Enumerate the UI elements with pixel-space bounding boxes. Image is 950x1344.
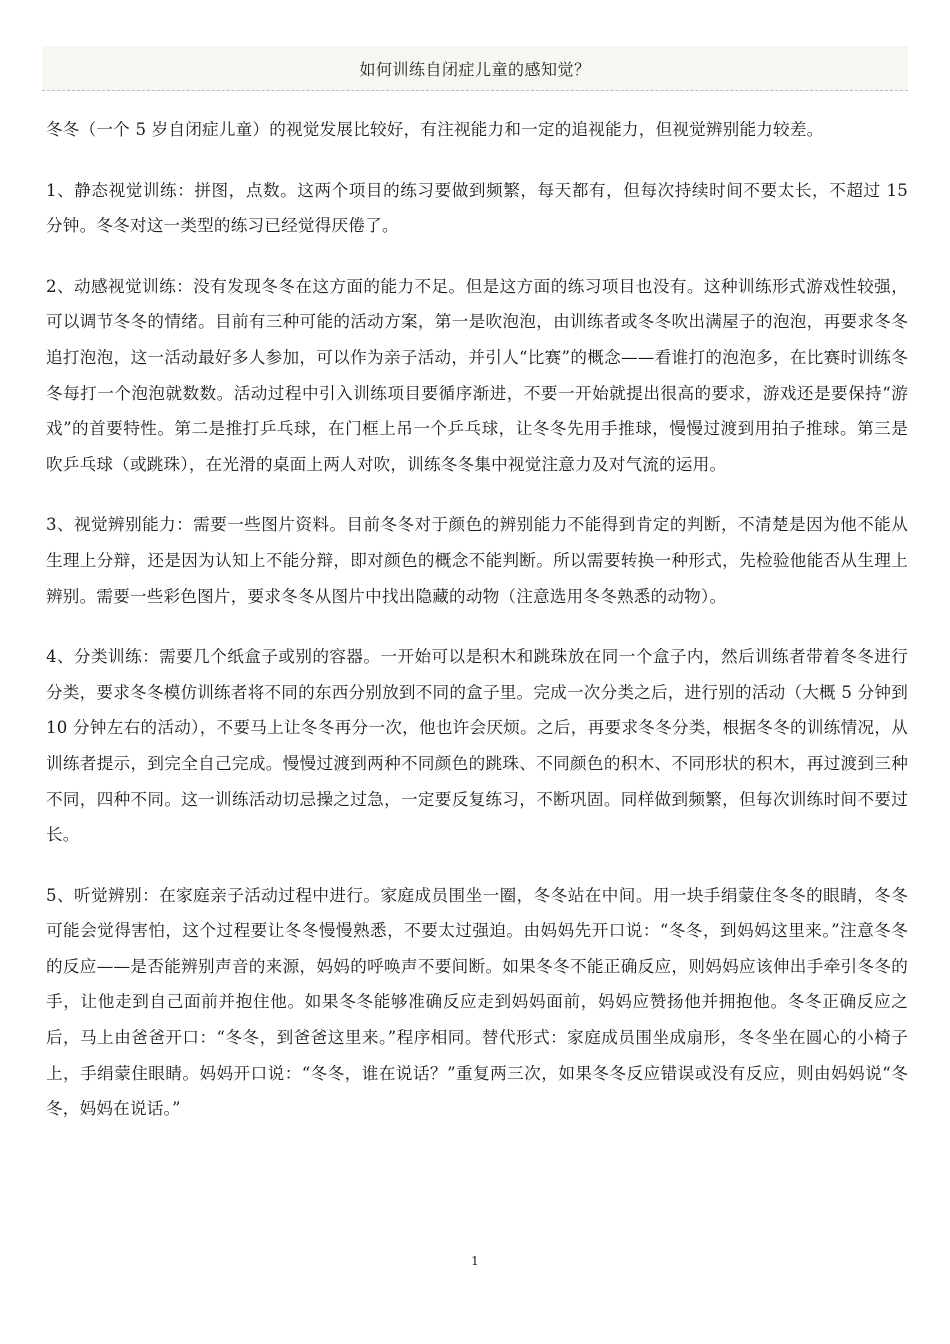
paragraph-static-visual-training: 1、静态视觉训练：拼图，点数。这两个项目的练习要做到频繁，每天都有，但每次持续时间不要太长，不超过 15 分钟。冬冬对这一类型的练习已经觉得厌倦了。	[46, 180, 908, 236]
paragraph-auditory-discrimination: 5、听觉辨别：在家庭亲子活动过程中进行。家庭成员围坐一圈，冬冬站在中间。用一块手绢蒙住冬冬的眼睛，冬冬可能会觉得害怕，这个过程要让冬冬慢慢熟悉，不要太过强迫。由妈妈先开口说：“冬冬，到妈妈这里来。”注意冬冬的反应——是否能辨别声音的来源，妈妈的呼唤声不要间断。如果冬冬不能正确反应，则妈妈应该伸出手牵引冬冬的手，让他走到自己面前并抱住他。如果冬冬能够准确反应走到妈妈面前，妈妈应赞扬他并拥抱他。冬冬正确反应之后，马上由爸爸开口：“冬冬，到爸爸这里来。”程序相同。替代形式：家庭成员围坐成扇形，冬冬坐在圆心的小椅子上，手绢蒙住眼睛。妈妈开口说：“冬冬，谁在说话？”重复两三次，如果冬冬反应错误或没有反应，则由妈妈说“冬冬，妈妈在说话。”	[46, 885, 908, 1119]
page-number: 1	[471, 1254, 479, 1268]
document-body	[46, 112, 908, 1152]
title-banner	[42, 46, 908, 91]
paragraph-dynamic-visual-training: 2、动感视觉训练：没有发现冬冬在这方面的能力不足。但是这方面的练习项目也没有。这种训练形式游戏性较强，可以调节冬冬的情绪。目前有三种可能的活动方案，第一是吹泡泡，由训练者或冬冬吹出满屋子的泡泡，再要求冬冬追打泡泡，这一活动最好多人参加，可以作为亲子活动，并引人“比赛”的概念——看谁打的泡泡多，在比赛时训练冬冬每打一个泡泡就数数。活动过程中引入训练项目要循序渐进，不要一开始就提出很高的要求，游戏还是要保持“游戏”的首要特性。第二是推打乒乓球，在门框上吊一个乒乓球，让冬冬先用手推球，慢慢过渡到用拍子推球。第三是吹乒乓球（或跳珠），在光滑的桌面上两人对吹，训练冬冬集中视觉注意力及对气流的运用。	[46, 276, 908, 474]
paragraph-classification-training: 4、分类训练：需要几个纸盒子或别的容器。一开始可以是积木和跳珠放在同一个盒子内，然后训练者带着冬冬进行分类，要求冬冬模仿训练者将不同的东西分别放到不同的盒子里。完成一次分类之后，进行别的活动（大概 5 分钟到 10 分钟左右的活动），不要马上让冬冬再分一次，他也许会厌烦。之后，再要求冬冬分类，根据冬冬的训练情况，从训练者提示，到完全自己完成。慢慢过渡到两种不同颜色的跳珠、不同颜色的积木、不同形状的积木，再过渡到三种不同，四种不同。这一训练活动切忌操之过急，一定要反复练习，不断巩固。同样做到频繁，但每次训练时间不要过长。	[46, 647, 908, 845]
page-title: 如何训练自闭症儿童的感知觉？	[359, 59, 591, 79]
paragraph-intro: 冬冬（一个 5 岁自闭症儿童）的视觉发展比较好，有注视能力和一定的追视能力，但视觉辨别能力较差。	[46, 120, 824, 139]
paragraph-visual-discrimination: 3、视觉辨别能力：需要一些图片资料。目前冬冬对于颜色的辨别能力不能得到肯定的判断，不清楚是因为他不能从生理上分辩，还是因为认知上不能分辩，即对颜色的概念不能判断。所以需要转换一种形式，先检验他能否从生理上辨别。需要一些彩色图片，要求冬冬从图片中找出隐藏的动物（注意选用冬冬熟悉的动物）。	[46, 515, 908, 606]
